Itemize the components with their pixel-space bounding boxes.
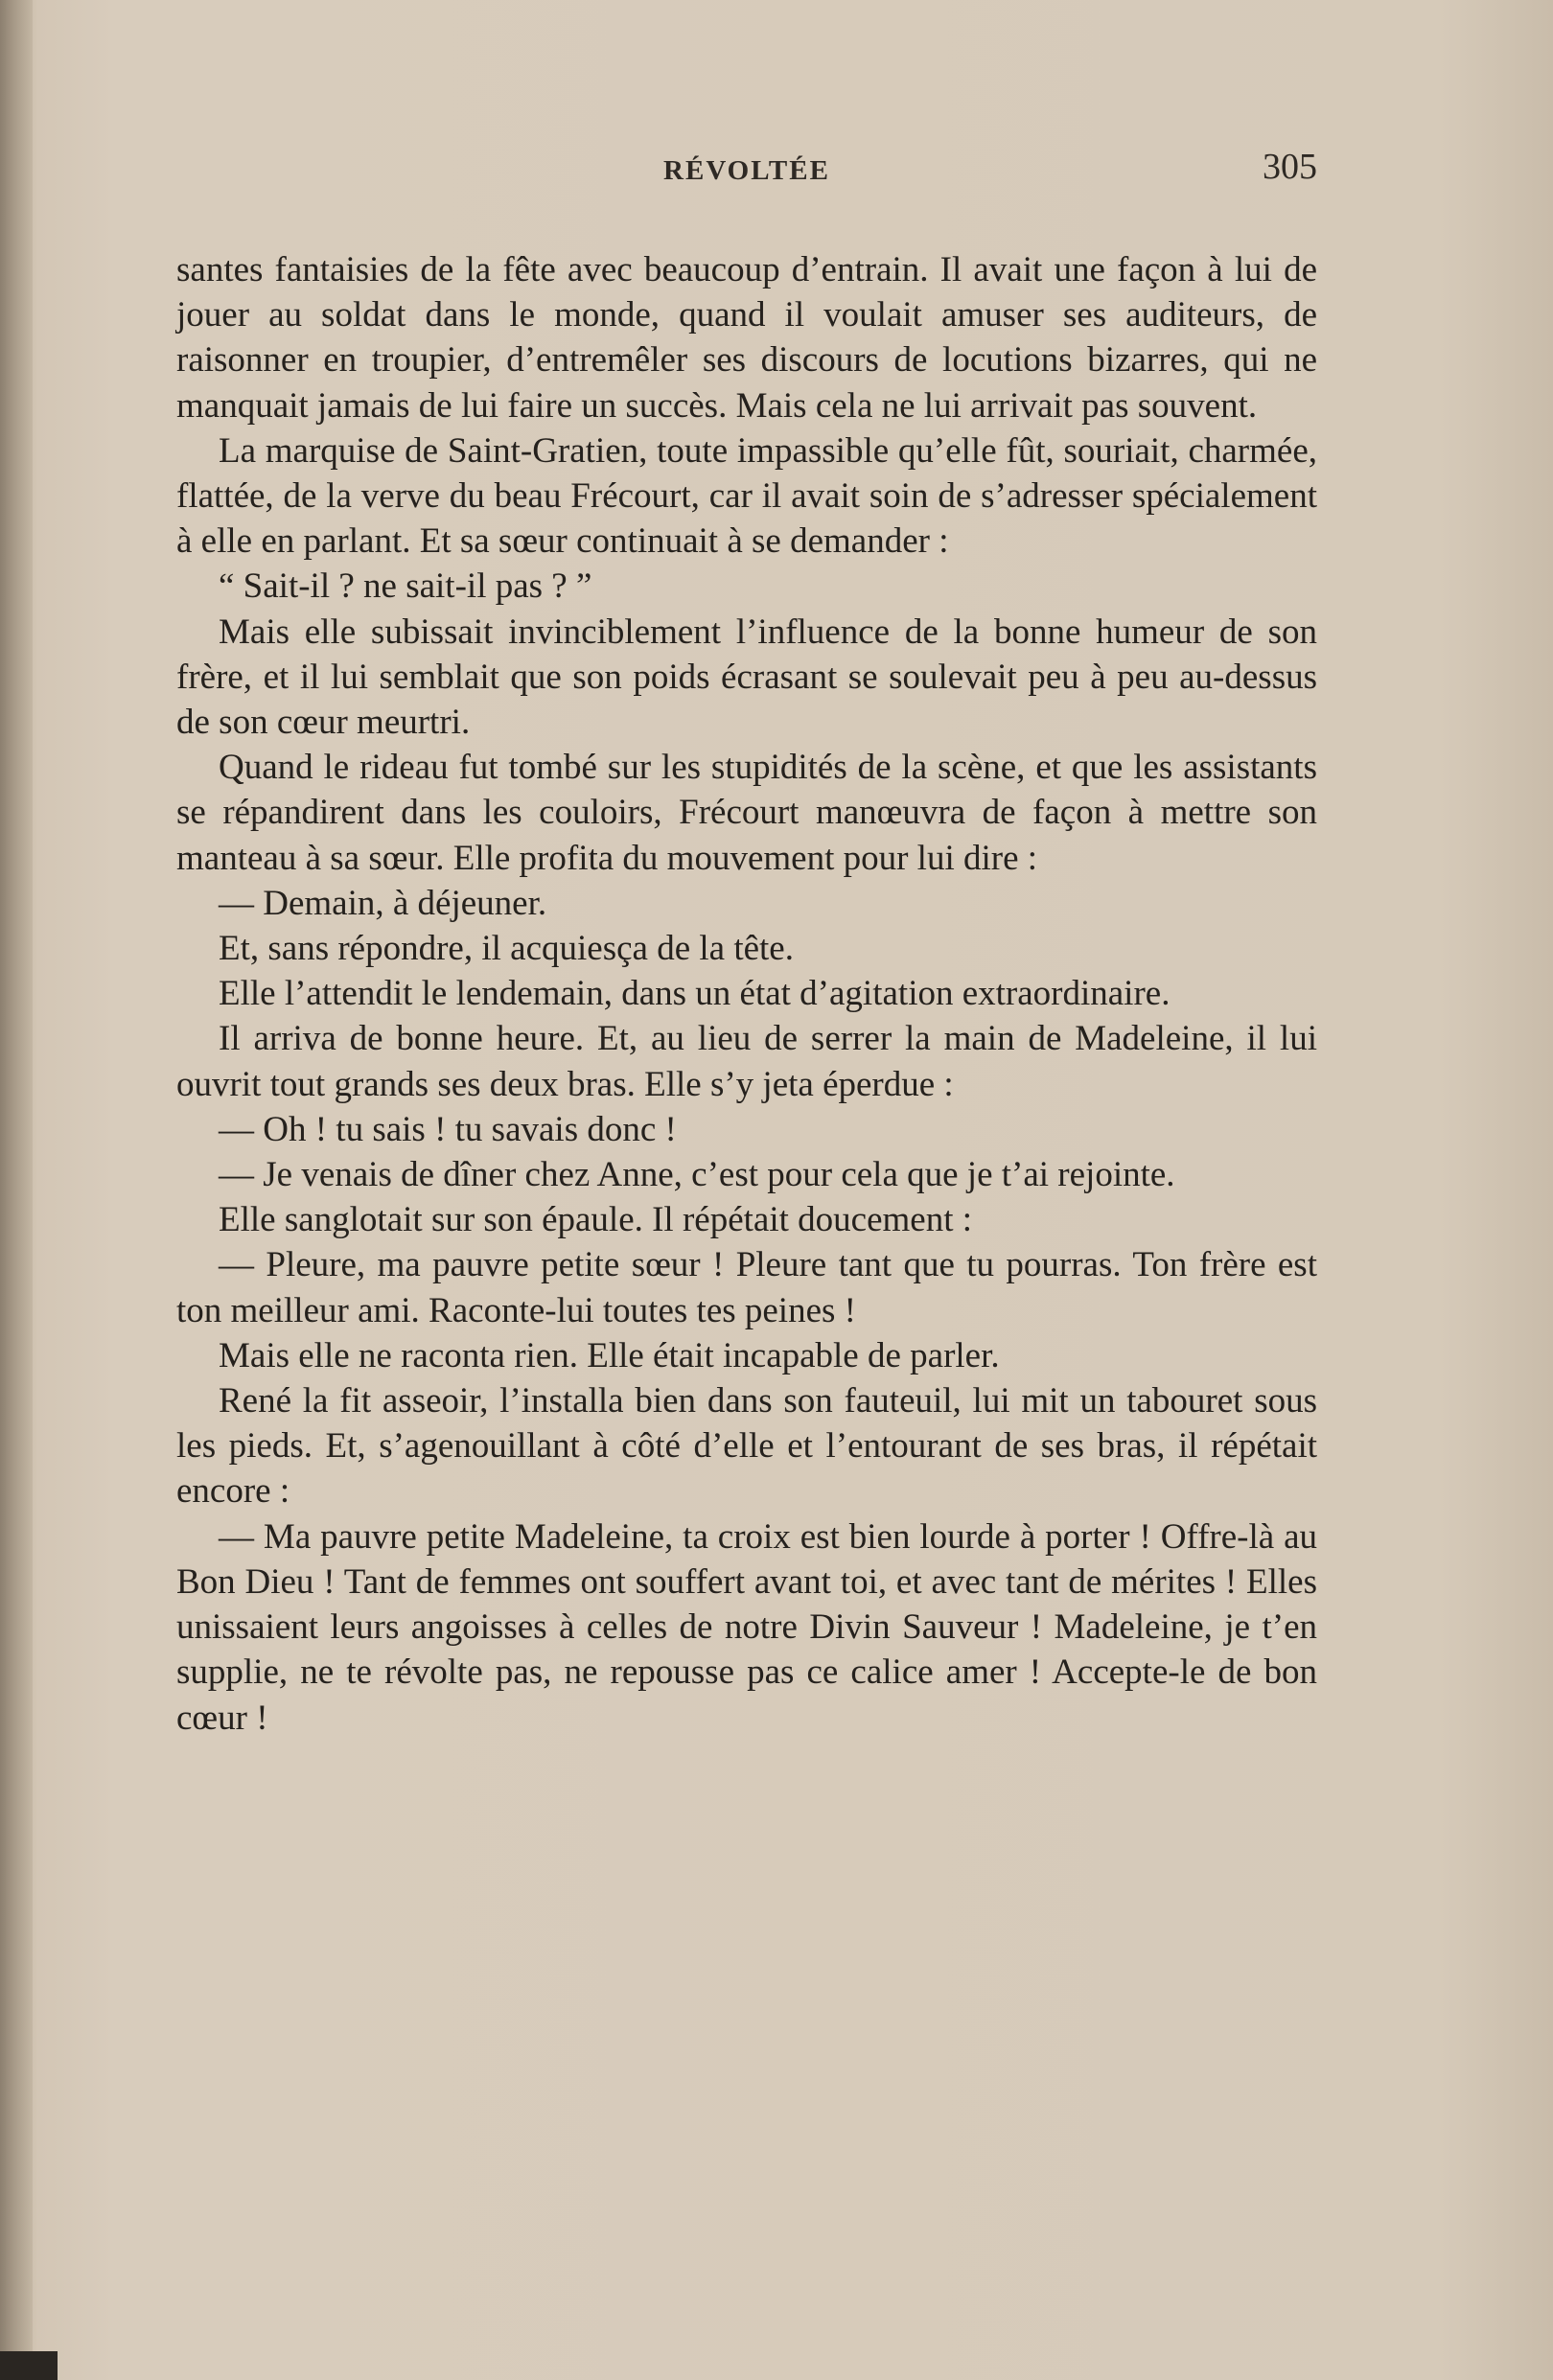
paragraph: Mais elle ne raconta rien. Elle était incapable de parler. <box>219 1335 1000 1375</box>
paragraph: Et, sans répondre, il acquiesça de la tête. <box>219 929 794 969</box>
paragraph: René la fit asseoir, l’installa bien dans son fauteuil, lui mit un tabouret sous les pieds. Et, s’agenouillant à côté d’elle et l’entourant de ses bras, il répétait encore : <box>176 1381 1317 1512</box>
paragraph: Elle sanglotait sur son épaule. Il répétait doucement : <box>219 1200 972 1240</box>
running-title: RÉVOLTÉE <box>663 155 830 186</box>
paragraph: Mais elle subissait invinciblement l’influence de la bonne humeur de son frère, et il lui semblait que son poids écrasant se soulevait peu à peu au-dessus de son cœur meurtri. <box>176 612 1317 743</box>
page-number: 305 <box>1263 147 1317 187</box>
book-binding <box>0 0 33 2380</box>
paragraph: — Demain, à déjeuner. <box>219 883 547 923</box>
paragraph: La marquise de Saint-Gratien, toute impassible qu’elle fût, souriait, charmée, flattée, de la verve du beau Frécourt, car il avait soin de s’adresser spécialement à elle en parlant. Et sa sœur continuait à se demander : <box>176 430 1317 562</box>
binding-shadow <box>0 2351 58 2380</box>
paragraph: — Ma pauvre petite Madeleine, ta croix est bien lourde à porter ! Offre-là au Bon Dieu ! Tant de femmes ont souffert avant toi, et avec tant de mérites ! Elles unissaient leurs angoisses à celles de notre Divin Sauveur ! Madeleine, je t’en supplie, ne te révolte pas, ne repousse pas ce calice amer ! Accepte-le de bon cœur ! <box>176 1516 1317 1738</box>
paragraph: — Je venais de dîner chez Anne, c’est pour cela que je t’ai rejointe. <box>219 1155 1175 1195</box>
paragraph: Elle l’attendit le lendemain, dans un état d’agitation extraordinaire. <box>219 974 1171 1014</box>
paragraph: “ Sait-il ? ne sait-il pas ? ” <box>219 566 592 607</box>
body-text <box>176 247 1317 1741</box>
paragraph: — Pleure, ma pauvre petite sœur ! Pleure tant que tu pourras. Ton frère est ton meilleur ami. Raconte-lui toutes tes peines ! <box>176 1245 1317 1330</box>
paragraph: Quand le rideau fut tombé sur les stupidités de la scène, et que les assistants se répandirent dans les couloirs, Frécourt manœuvra de façon à mettre son manteau à sa sœur. Elle profita du mouvement pour lui dire : <box>176 748 1317 878</box>
paragraph: santes fantaisies de la fête avec beaucoup d’entrain. Il avait une façon à lui de jouer au soldat dans le monde, quand il voulait amuser ses auditeurs, de raisonner en troupier, d’entremêler ses discours de locutions bizarres, qui ne manquait jamais de lui faire un succès. Mais cela ne lui arrivait pas souvent. <box>176 250 1317 426</box>
paragraph: Il arriva de bonne heure. Et, au lieu de serrer la main de Madeleine, il lui ouvrit tout grands ses deux bras. Elle s’y jeta éperdue : <box>176 1019 1317 1104</box>
paragraph: — Oh ! tu sais ! tu savais donc ! <box>219 1109 677 1149</box>
running-head <box>176 146 1317 203</box>
